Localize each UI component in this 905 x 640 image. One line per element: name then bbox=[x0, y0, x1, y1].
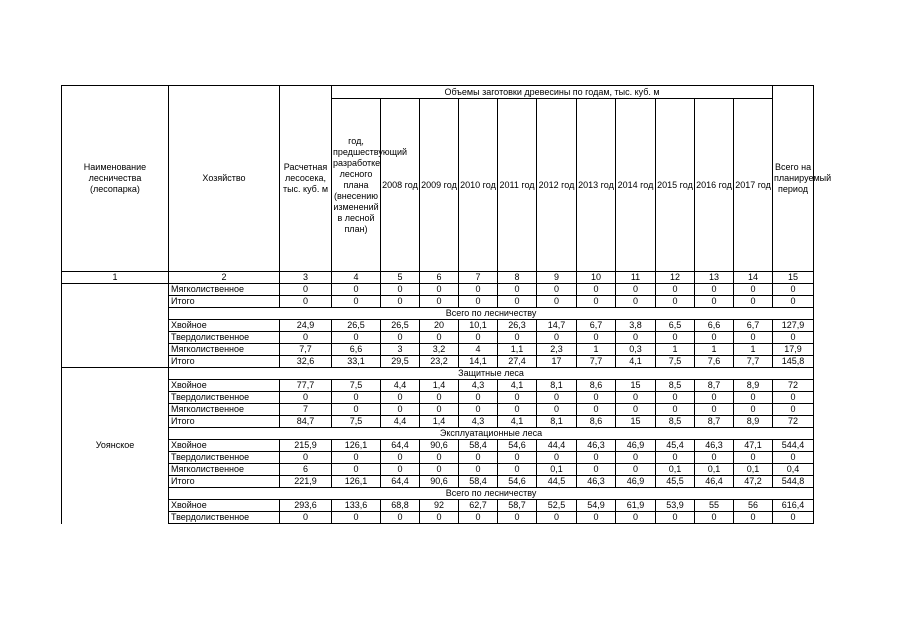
column-number: 5 bbox=[381, 272, 420, 284]
value-cell: 0 bbox=[381, 452, 420, 464]
header-year: 2010 год bbox=[459, 99, 498, 272]
value-cell: 0 bbox=[616, 284, 656, 296]
header-forestry-name: Наименование лесничества (лесопарка) bbox=[62, 86, 169, 272]
value-cell: 293,6 bbox=[280, 500, 332, 512]
table-row bbox=[62, 512, 814, 524]
farm-cell: Хвойное bbox=[169, 440, 280, 452]
header-year: 2013 год bbox=[577, 99, 616, 272]
value-cell: 7,6 bbox=[695, 356, 734, 368]
value-cell: 8,9 bbox=[734, 380, 773, 392]
value-cell: 3,2 bbox=[420, 344, 459, 356]
value-cell: 6 bbox=[280, 464, 332, 476]
value-cell: 90,6 bbox=[420, 440, 459, 452]
value-cell: 0 bbox=[734, 452, 773, 464]
value-cell: 4 bbox=[459, 344, 498, 356]
value-cell: 46,3 bbox=[695, 440, 734, 452]
value-cell: 6,7 bbox=[734, 320, 773, 332]
value-cell: 0 bbox=[498, 284, 537, 296]
value-cell: 0 bbox=[577, 284, 616, 296]
value-cell: 0 bbox=[332, 464, 381, 476]
header-volume-group: Объемы заготовки древесины по годам, тыс. куб. м bbox=[332, 86, 773, 99]
value-cell: 7,7 bbox=[577, 356, 616, 368]
value-cell: 7,5 bbox=[656, 356, 695, 368]
value-cell: 44,5 bbox=[537, 476, 577, 488]
value-cell: 0 bbox=[381, 464, 420, 476]
value-cell: 77,7 bbox=[280, 380, 332, 392]
header-year: 2016 год bbox=[695, 99, 734, 272]
value-cell: 53,9 bbox=[656, 500, 695, 512]
value-cell: 0 bbox=[695, 512, 734, 524]
value-cell: 0 bbox=[420, 464, 459, 476]
value-cell: 0 bbox=[616, 512, 656, 524]
value-cell: 0,1 bbox=[734, 464, 773, 476]
value-cell: 14,7 bbox=[537, 320, 577, 332]
value-cell: 1,4 bbox=[420, 416, 459, 428]
value-cell: 46,3 bbox=[577, 440, 616, 452]
section-row bbox=[62, 308, 814, 320]
value-cell: 72 bbox=[773, 416, 814, 428]
table-row bbox=[62, 500, 814, 512]
value-cell: 0 bbox=[577, 464, 616, 476]
value-cell: 64,4 bbox=[381, 440, 420, 452]
value-cell: 126,1 bbox=[332, 440, 381, 452]
value-cell: 133,6 bbox=[332, 500, 381, 512]
farm-cell: Итого bbox=[169, 356, 280, 368]
value-cell: 0 bbox=[577, 512, 616, 524]
value-cell: 54,6 bbox=[498, 440, 537, 452]
value-cell: 616,4 bbox=[773, 500, 814, 512]
value-cell: 0 bbox=[498, 332, 537, 344]
value-cell: 58,7 bbox=[498, 500, 537, 512]
value-cell: 46,9 bbox=[616, 476, 656, 488]
header-year: 2011 год bbox=[498, 99, 537, 272]
value-cell: 10,1 bbox=[459, 320, 498, 332]
value-cell: 84,7 bbox=[280, 416, 332, 428]
table-row bbox=[62, 404, 814, 416]
value-cell: 0 bbox=[616, 392, 656, 404]
value-cell: 1 bbox=[695, 344, 734, 356]
value-cell: 1 bbox=[656, 344, 695, 356]
farm-cell: Мягколиственное bbox=[169, 344, 280, 356]
value-cell: 221,9 bbox=[280, 476, 332, 488]
value-cell: 46,4 bbox=[695, 476, 734, 488]
section-row bbox=[62, 428, 814, 440]
value-cell: 0 bbox=[656, 284, 695, 296]
harvest-volume-table bbox=[61, 85, 832, 524]
value-cell: 0 bbox=[656, 404, 695, 416]
value-cell: 54,9 bbox=[577, 500, 616, 512]
value-cell: 0 bbox=[420, 452, 459, 464]
value-cell: 0 bbox=[498, 452, 537, 464]
table-row bbox=[62, 332, 814, 344]
farm-cell: Твердолиственное bbox=[169, 332, 280, 344]
value-cell: 0 bbox=[381, 332, 420, 344]
value-cell: 0 bbox=[537, 284, 577, 296]
column-number: 15 bbox=[773, 272, 814, 284]
value-cell: 8,9 bbox=[734, 416, 773, 428]
value-cell: 0 bbox=[695, 296, 734, 308]
value-cell: 0 bbox=[280, 284, 332, 296]
value-cell: 544,4 bbox=[773, 440, 814, 452]
table-row bbox=[62, 392, 814, 404]
farm-cell: Мягколиственное bbox=[169, 404, 280, 416]
value-cell: 0 bbox=[616, 452, 656, 464]
section-row bbox=[62, 368, 814, 380]
value-cell: 55 bbox=[695, 500, 734, 512]
value-cell: 7,7 bbox=[280, 344, 332, 356]
table-row bbox=[62, 344, 814, 356]
value-cell: 0 bbox=[420, 284, 459, 296]
value-cell: 4,1 bbox=[616, 356, 656, 368]
value-cell: 0 bbox=[537, 404, 577, 416]
value-cell: 0 bbox=[537, 392, 577, 404]
value-cell: 61,9 bbox=[616, 500, 656, 512]
value-cell: 4,4 bbox=[381, 380, 420, 392]
value-cell: 47,2 bbox=[734, 476, 773, 488]
value-cell: 72 bbox=[773, 380, 814, 392]
value-cell: 6,7 bbox=[577, 320, 616, 332]
column-numbers-row bbox=[62, 272, 814, 284]
value-cell: 0 bbox=[280, 452, 332, 464]
value-cell: 0 bbox=[773, 404, 814, 416]
value-cell: 0 bbox=[420, 392, 459, 404]
value-cell: 7 bbox=[280, 404, 332, 416]
header-year: 2014 год bbox=[616, 99, 656, 272]
value-cell: 0 bbox=[332, 392, 381, 404]
value-cell: 0,4 bbox=[773, 464, 814, 476]
header-year: 2012 год bbox=[537, 99, 577, 272]
farm-cell: Итого bbox=[169, 416, 280, 428]
header-farm: Хозяйство bbox=[169, 86, 280, 272]
table-row bbox=[62, 284, 814, 296]
table-row bbox=[62, 356, 814, 368]
value-cell: 0 bbox=[459, 392, 498, 404]
table-row bbox=[62, 440, 814, 452]
table-row bbox=[62, 416, 814, 428]
column-number: 7 bbox=[459, 272, 498, 284]
value-cell: 8,7 bbox=[695, 380, 734, 392]
value-cell: 0,1 bbox=[656, 464, 695, 476]
value-cell: 0 bbox=[734, 296, 773, 308]
value-cell: 6,6 bbox=[695, 320, 734, 332]
farm-cell: Хвойное bbox=[169, 380, 280, 392]
value-cell: 0 bbox=[459, 284, 498, 296]
value-cell: 7,7 bbox=[734, 356, 773, 368]
value-cell: 4,1 bbox=[498, 416, 537, 428]
value-cell: 1 bbox=[734, 344, 773, 356]
value-cell: 8,5 bbox=[656, 380, 695, 392]
value-cell: 58,4 bbox=[459, 476, 498, 488]
value-cell: 3,8 bbox=[616, 320, 656, 332]
value-cell: 14,1 bbox=[459, 356, 498, 368]
value-cell: 0 bbox=[459, 296, 498, 308]
value-cell: 1,1 bbox=[498, 344, 537, 356]
value-cell: 0 bbox=[459, 464, 498, 476]
column-number: 11 bbox=[616, 272, 656, 284]
value-cell: 44,4 bbox=[537, 440, 577, 452]
value-cell: 0 bbox=[616, 296, 656, 308]
value-cell: 8,1 bbox=[537, 416, 577, 428]
header-total: Всего на планируемый период bbox=[773, 86, 814, 272]
farm-cell: Твердолиственное bbox=[169, 452, 280, 464]
value-cell: 0 bbox=[420, 404, 459, 416]
value-cell: 0 bbox=[537, 296, 577, 308]
value-cell: 7,5 bbox=[332, 416, 381, 428]
header-year: 2017 год bbox=[734, 99, 773, 272]
value-cell: 58,4 bbox=[459, 440, 498, 452]
value-cell: 17 bbox=[537, 356, 577, 368]
column-number: 10 bbox=[577, 272, 616, 284]
value-cell: 56 bbox=[734, 500, 773, 512]
value-cell: 0 bbox=[577, 392, 616, 404]
farm-cell: Хвойное bbox=[169, 320, 280, 332]
farm-cell: Мягколиственное bbox=[169, 464, 280, 476]
value-cell: 0 bbox=[459, 512, 498, 524]
value-cell: 0 bbox=[695, 404, 734, 416]
value-cell: 6,5 bbox=[656, 320, 695, 332]
value-cell: 0 bbox=[280, 332, 332, 344]
value-cell: 29,5 bbox=[381, 356, 420, 368]
table-row bbox=[62, 452, 814, 464]
header-year: 2008 год bbox=[381, 99, 420, 272]
value-cell: 6,6 bbox=[332, 344, 381, 356]
value-cell: 0 bbox=[656, 452, 695, 464]
value-cell: 0 bbox=[381, 404, 420, 416]
value-cell: 0 bbox=[577, 296, 616, 308]
value-cell: 0 bbox=[656, 332, 695, 344]
column-number: 6 bbox=[420, 272, 459, 284]
value-cell: 0 bbox=[332, 452, 381, 464]
farm-cell: Мягколиственное bbox=[169, 284, 280, 296]
table-row bbox=[62, 380, 814, 392]
value-cell: 0 bbox=[381, 512, 420, 524]
section-title: Всего по лесничеству bbox=[169, 488, 814, 500]
value-cell: 90,6 bbox=[420, 476, 459, 488]
value-cell: 8,6 bbox=[577, 380, 616, 392]
value-cell: 8,7 bbox=[695, 416, 734, 428]
value-cell: 0 bbox=[773, 452, 814, 464]
value-cell: 8,6 bbox=[577, 416, 616, 428]
table-row bbox=[62, 476, 814, 488]
header-year: 2015 год bbox=[656, 99, 695, 272]
value-cell: 127,9 bbox=[773, 320, 814, 332]
section-title: Эксплуатационные леса bbox=[169, 428, 814, 440]
value-cell: 2,3 bbox=[537, 344, 577, 356]
value-cell: 0,3 bbox=[616, 344, 656, 356]
value-cell: 8,5 bbox=[656, 416, 695, 428]
value-cell: 45,5 bbox=[656, 476, 695, 488]
value-cell: 0 bbox=[537, 332, 577, 344]
column-number: 9 bbox=[537, 272, 577, 284]
value-cell: 3 bbox=[381, 344, 420, 356]
farm-cell: Итого bbox=[169, 296, 280, 308]
column-number: 2 bbox=[169, 272, 280, 284]
value-cell: 0 bbox=[280, 512, 332, 524]
header-calc-cutting: Расчетная лесосека, тыс. куб. м bbox=[280, 86, 332, 272]
value-cell: 0 bbox=[498, 512, 537, 524]
value-cell: 0 bbox=[498, 392, 537, 404]
value-cell: 0 bbox=[734, 332, 773, 344]
value-cell: 46,3 bbox=[577, 476, 616, 488]
value-cell: 0 bbox=[280, 392, 332, 404]
value-cell: 0 bbox=[280, 296, 332, 308]
value-cell: 15 bbox=[616, 416, 656, 428]
value-cell: 0 bbox=[332, 512, 381, 524]
value-cell: 4,3 bbox=[459, 380, 498, 392]
value-cell: 7,5 bbox=[332, 380, 381, 392]
value-cell: 26,5 bbox=[332, 320, 381, 332]
farm-cell: Твердолиственное bbox=[169, 392, 280, 404]
farm-cell: Итого bbox=[169, 476, 280, 488]
column-number: 13 bbox=[695, 272, 734, 284]
column-number: 8 bbox=[498, 272, 537, 284]
value-cell: 26,5 bbox=[381, 320, 420, 332]
value-cell: 0 bbox=[656, 512, 695, 524]
value-cell: 0 bbox=[459, 452, 498, 464]
header-prev-year: год, предшествующий разработке лесного плана (внесению изменений в лесной план) bbox=[332, 99, 381, 272]
value-cell: 0 bbox=[332, 404, 381, 416]
value-cell: 0 bbox=[537, 512, 577, 524]
value-cell: 68,8 bbox=[381, 500, 420, 512]
value-cell: 0 bbox=[577, 404, 616, 416]
value-cell: 0 bbox=[773, 512, 814, 524]
value-cell: 0 bbox=[332, 296, 381, 308]
column-number: 1 bbox=[62, 272, 169, 284]
value-cell: 52,5 bbox=[537, 500, 577, 512]
value-cell: 32,6 bbox=[280, 356, 332, 368]
value-cell: 0 bbox=[695, 452, 734, 464]
value-cell: 1 bbox=[577, 344, 616, 356]
value-cell: 0 bbox=[734, 512, 773, 524]
value-cell: 47,1 bbox=[734, 440, 773, 452]
farm-cell: Твердолиственное bbox=[169, 512, 280, 524]
column-number: 12 bbox=[656, 272, 695, 284]
value-cell: 0 bbox=[459, 404, 498, 416]
column-number: 3 bbox=[280, 272, 332, 284]
value-cell: 0 bbox=[420, 332, 459, 344]
value-cell: 0 bbox=[773, 296, 814, 308]
table-row bbox=[62, 296, 814, 308]
value-cell: 62,7 bbox=[459, 500, 498, 512]
value-cell: 0 bbox=[332, 332, 381, 344]
value-cell: 0,1 bbox=[537, 464, 577, 476]
value-cell: 23,2 bbox=[420, 356, 459, 368]
value-cell: 0 bbox=[420, 296, 459, 308]
section-title: Защитные леса bbox=[169, 368, 814, 380]
value-cell: 0 bbox=[537, 452, 577, 464]
value-cell: 0 bbox=[734, 284, 773, 296]
value-cell: 0 bbox=[381, 296, 420, 308]
value-cell: 4,4 bbox=[381, 416, 420, 428]
value-cell: 0 bbox=[656, 296, 695, 308]
table-row bbox=[62, 320, 814, 332]
value-cell: 126,1 bbox=[332, 476, 381, 488]
value-cell: 0 bbox=[695, 332, 734, 344]
value-cell: 46,9 bbox=[616, 440, 656, 452]
value-cell: 92 bbox=[420, 500, 459, 512]
value-cell: 0 bbox=[734, 392, 773, 404]
value-cell: 26,3 bbox=[498, 320, 537, 332]
value-cell: 15 bbox=[616, 380, 656, 392]
value-cell: 8,1 bbox=[537, 380, 577, 392]
value-cell: 0 bbox=[734, 404, 773, 416]
value-cell: 0 bbox=[498, 404, 537, 416]
value-cell: 4,1 bbox=[498, 380, 537, 392]
value-cell: 0 bbox=[498, 296, 537, 308]
farm-cell: Хвойное bbox=[169, 500, 280, 512]
column-number: 4 bbox=[332, 272, 381, 284]
value-cell: 0 bbox=[616, 404, 656, 416]
value-cell: 215,9 bbox=[280, 440, 332, 452]
table-row bbox=[62, 464, 814, 476]
section-title: Всего по лесничеству bbox=[169, 308, 814, 320]
value-cell: 0 bbox=[656, 392, 695, 404]
value-cell: 544,8 bbox=[773, 476, 814, 488]
value-cell: 0 bbox=[773, 284, 814, 296]
value-cell: 54,6 bbox=[498, 476, 537, 488]
value-cell: 0 bbox=[773, 332, 814, 344]
section-row bbox=[62, 488, 814, 500]
header-year: 2009 год bbox=[420, 99, 459, 272]
value-cell: 0 bbox=[577, 452, 616, 464]
value-cell: 64,4 bbox=[381, 476, 420, 488]
value-cell: 0 bbox=[695, 392, 734, 404]
value-cell: 145,8 bbox=[773, 356, 814, 368]
value-cell: 1,4 bbox=[420, 380, 459, 392]
value-cell: 45,4 bbox=[656, 440, 695, 452]
forestry-name-cell bbox=[62, 284, 169, 368]
value-cell: 4,3 bbox=[459, 416, 498, 428]
value-cell: 20 bbox=[420, 320, 459, 332]
value-cell: 0 bbox=[616, 332, 656, 344]
value-cell: 0 bbox=[695, 284, 734, 296]
column-number: 14 bbox=[734, 272, 773, 284]
value-cell: 27,4 bbox=[498, 356, 537, 368]
value-cell: 0 bbox=[498, 464, 537, 476]
forestry-name-cell: Уоянское bbox=[62, 368, 169, 524]
value-cell: 33,1 bbox=[332, 356, 381, 368]
value-cell: 17,9 bbox=[773, 344, 814, 356]
value-cell: 24,9 bbox=[280, 320, 332, 332]
value-cell: 0 bbox=[616, 464, 656, 476]
value-cell: 0 bbox=[381, 284, 420, 296]
value-cell: 0 bbox=[420, 512, 459, 524]
value-cell: 0 bbox=[459, 332, 498, 344]
value-cell: 0 bbox=[773, 392, 814, 404]
value-cell: 0 bbox=[577, 332, 616, 344]
value-cell: 0,1 bbox=[695, 464, 734, 476]
value-cell: 0 bbox=[332, 284, 381, 296]
value-cell: 0 bbox=[381, 392, 420, 404]
